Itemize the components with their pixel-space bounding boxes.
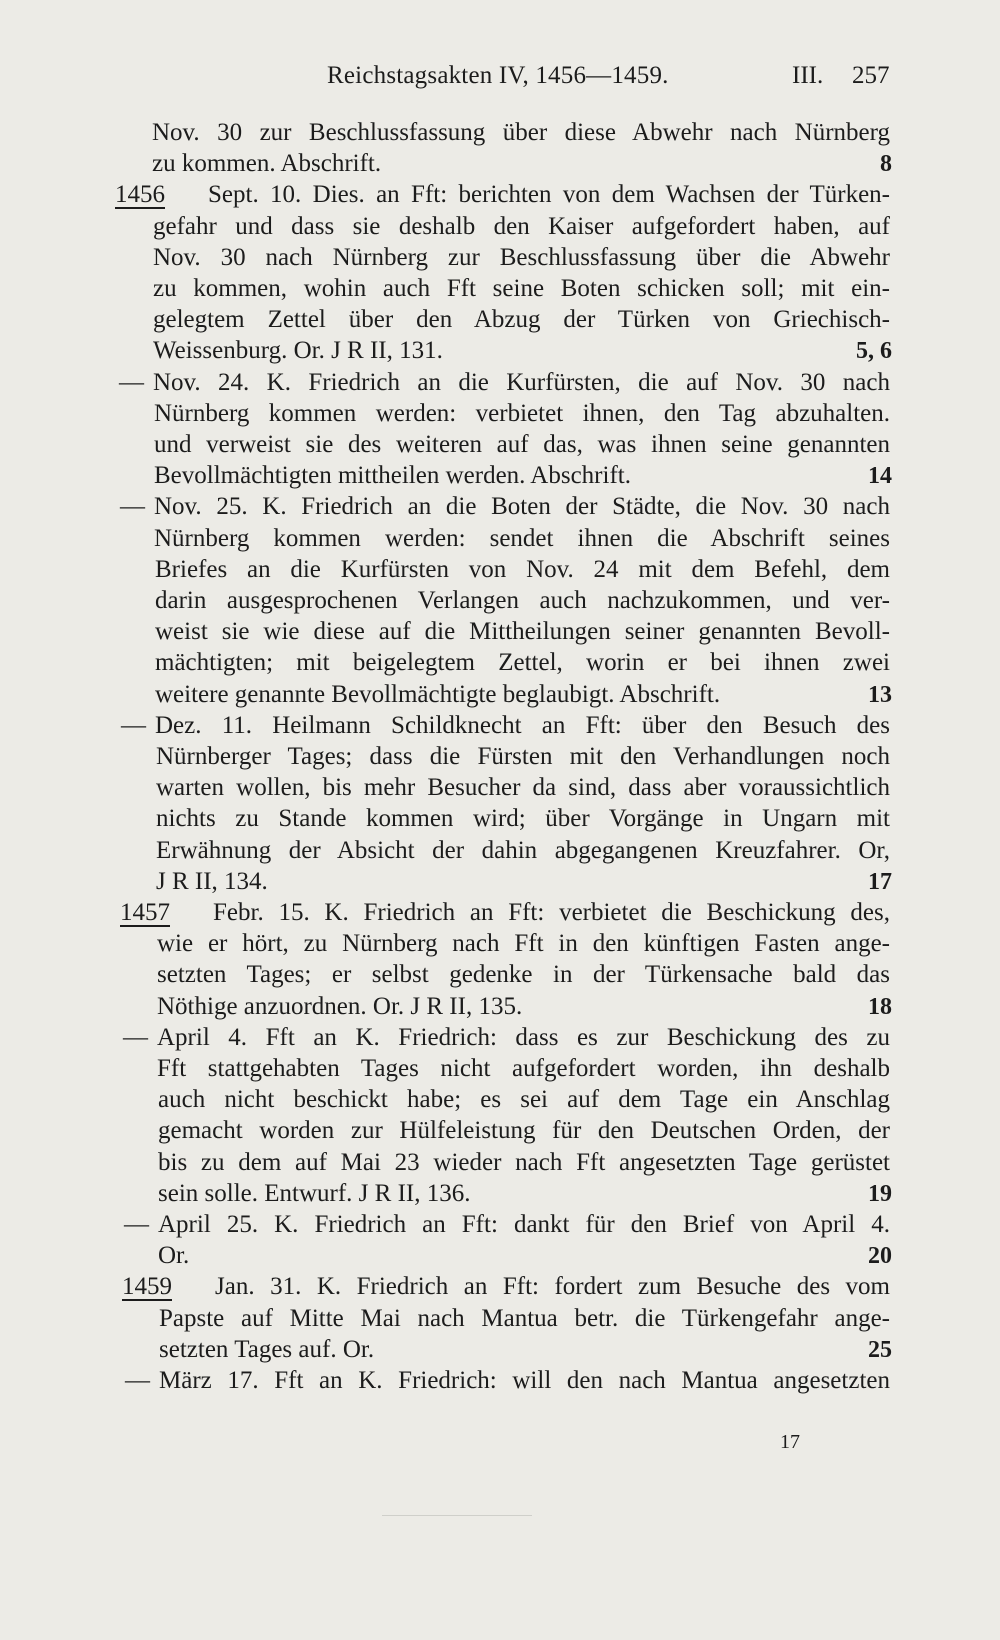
entry-year: 1459 (122, 1273, 172, 1300)
text-line: Febr. 15. K. Friedrich an Fft: verbietet die Beschickung des, (213, 899, 890, 926)
document-number: 20 (868, 1243, 892, 1269)
entry-dash: — (120, 493, 145, 520)
text-line: Bevollmächtigten mittheilen werden. Abschrift. (154, 462, 631, 489)
text-line: Nürnberg kommen werden: verbietet ihnen, den Tag abzuhalten. (154, 400, 890, 427)
text-line: warten wollen, bis mehr Besucher da sind, dass aber voraussichtlich (156, 774, 890, 801)
text-line: Sept. 10. Dies. an Fft: berichten von dem Wachsen der Türken- (208, 181, 890, 208)
text-line: Erwähnung der Absicht der dahin abgegangenen Kreuzfahrer. Or, (156, 837, 890, 864)
text-line: Briefes an die Kurfürsten von Nov. 24 mit dem Befehl, dem (155, 556, 890, 583)
text-line: April 4. Fft an K. Friedrich: dass es zur Beschickung des zu (157, 1024, 890, 1051)
text-line: sein solle. Entwurf. J R II, 136. (158, 1180, 471, 1207)
text-line: weitere genannte Bevollmächtigte beglaubigt. Abschrift. (155, 681, 721, 708)
document-number: 8 (880, 151, 892, 177)
text-line: Weissenburg. Or. J R II, 131. (153, 337, 443, 364)
text-line: Papste auf Mitte Mai nach Mantua betr. die Türkengefahr ange- (159, 1305, 890, 1332)
text-line: Fft stattgehabten Tages nicht aufgefordert worden, ihn deshalb (157, 1055, 890, 1082)
text-line: Nöthige anzuordnen. Or. J R II, 135. (157, 993, 523, 1020)
text-line: zu kommen. Abschrift. (152, 150, 382, 177)
entry-dash: — (119, 369, 144, 396)
entry-dash: — (123, 1024, 148, 1051)
text-line: setzten Tages; er selbst gedenke in der Türkensache bald das (157, 961, 890, 988)
entry-dash: — (121, 712, 146, 739)
document-number: 19 (868, 1181, 892, 1207)
text-line: gemacht worden zur Hülfeleistung für den Deutschen Orden, der (158, 1117, 890, 1144)
text-line: Nov. 24. K. Friedrich an die Kurfürsten, die auf Nov. 30 nach (153, 369, 890, 396)
entry-year: 1456 (115, 181, 165, 208)
text-line: weist sie wie diese auf die Mittheilungen seiner genannten Bevoll- (155, 618, 890, 645)
text-line: zu kommen, wohin auch Fft seine Boten schicken soll; mit ein- (153, 275, 890, 302)
text-line: und verweist sie des weiteren auf das, was ihnen seine genannten (154, 431, 890, 458)
page-number: 257 (852, 62, 890, 89)
header-title: Reichstagsakten IV, 1456—1459. (327, 62, 669, 89)
text-line: J R II, 134. (156, 868, 268, 895)
text-line: gelegtem Zettel über den Abzug der Türken von Griechisch- (153, 306, 890, 333)
text-line: setzten Tages auf. Or. (159, 1336, 375, 1363)
text-line: Nürnberg kommen werden: sendet ihnen die Abschrift seines (154, 525, 890, 552)
signature-mark: 17 (780, 1431, 800, 1453)
text-line: April 25. K. Friedrich an Fft: dankt für den Brief von April 4. (158, 1211, 890, 1238)
entry-dash: — (124, 1211, 149, 1238)
text-line: Jan. 31. K. Friedrich an Fft: fordert zum Besuche des vom (215, 1273, 890, 1300)
text-line: Nov. 30 zur Beschlussfassung über diese Abwehr nach Nürnberg (152, 119, 890, 146)
document-number: 13 (868, 682, 892, 708)
text-line: auch nicht beschickt habe; es sei auf dem Tage ein Anschlag (158, 1086, 890, 1113)
entry-year: 1457 (120, 899, 170, 926)
text-line: Or. (158, 1242, 190, 1269)
header-section: III. (792, 62, 824, 89)
document-number: 25 (868, 1337, 892, 1363)
document-number: 14 (868, 463, 892, 489)
document-number: 5, 6 (856, 338, 892, 364)
text-line: darin ausgesprochenen Verlangen auch nachzukommen, und ver- (155, 587, 890, 614)
running-header (0, 62, 1000, 96)
text-line: gefahr und dass sie deshalb den Kaiser aufgefordert haben, auf (153, 213, 890, 240)
document-number: 18 (868, 994, 892, 1020)
text-line: Nürnberger Tages; dass die Fürsten mit den Verhandlungen noch (156, 743, 890, 770)
entry-dash: — (125, 1367, 150, 1394)
text-line: März 17. Fft an K. Friedrich: will den nach Mantua angesetzten (159, 1367, 890, 1394)
text-line: Dez. 11. Heilmann Schildknecht an Fft: über den Besuch des (155, 712, 890, 739)
text-line: Nov. 30 nach Nürnberg zur Beschlussfassung über die Abwehr (153, 244, 890, 271)
text-line: wie er hört, zu Nürnberg nach Fft in den künftigen Fasten ange- (157, 930, 890, 957)
divider (382, 1515, 532, 1516)
text-line: Nov. 25. K. Friedrich an die Boten der Städte, die Nov. 30 nach (154, 493, 890, 520)
text-line: bis zu dem auf Mai 23 wieder nach Fft angesetzten Tage gerüstet (158, 1149, 890, 1176)
text-line: mächtigten; mit beigelegtem Zettel, worin er bei ihnen zwei (155, 649, 890, 676)
text-line: nichts zu Stande kommen wird; über Vorgänge in Ungarn mit (156, 805, 890, 832)
document-number: 17 (868, 869, 892, 895)
